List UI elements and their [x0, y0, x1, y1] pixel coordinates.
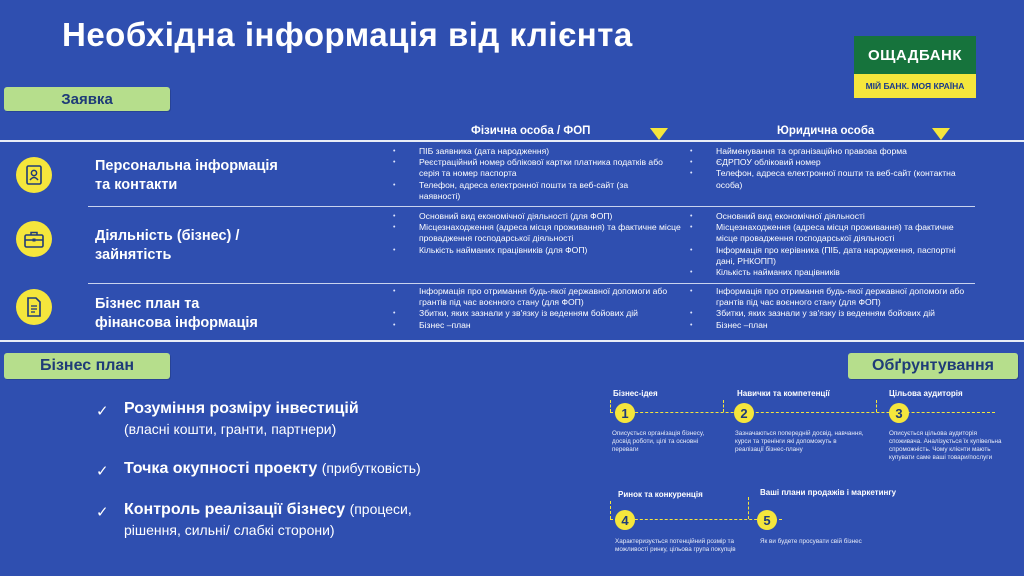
list-item: • Місцезнаходження (адреса місця проживання) та фактичне місце провадження господарської діяльності	[391, 222, 681, 244]
list-item: • Інформація про отримання будь-якої державної допомоги або грантів під час воєнного стану (для ФОП)	[688, 286, 973, 308]
step-description: Зазначаються попередній досвід, навчання, курси та тренінги які допоможуть в реалізації бізнес-плану	[735, 430, 864, 453]
finance-individual-list	[391, 286, 676, 331]
step-number-badge: 3	[889, 403, 909, 423]
page-title: Необхідна інформація від клієнта	[62, 16, 633, 53]
list-item: • Інформація про керівника (ПІБ, дата народження, паспортні дані, РНКОПП)	[688, 245, 973, 267]
step-title: Цільова аудиторія	[889, 389, 963, 398]
section-tag-justification: Обґрунтування	[848, 353, 1018, 379]
row-label-line: Бізнес план та	[95, 296, 200, 312]
table-top-divider	[0, 140, 1024, 142]
step-number-badge: 5	[757, 510, 777, 530]
list-item: • Збитки, яких зазнали у зв'язку із веденням бойових дій	[391, 308, 676, 319]
step-number-badge: 2	[734, 403, 754, 423]
person-card-icon	[16, 157, 52, 193]
step-number-badge: 4	[615, 510, 635, 530]
row-label-line: та контакти	[95, 177, 178, 193]
step-title: Бізнес-ідея	[613, 389, 658, 398]
list-item: • Інформація про отримання будь-якої державної допомоги або грантів під час воєнного стану (для ФОП)	[391, 286, 676, 308]
list-item: • ЄДРПОУ обліковий номер	[688, 157, 968, 168]
business-plan-item	[96, 460, 460, 480]
table-bottom-divider	[0, 340, 1024, 342]
row-label-line: Діяльність (бізнес) /	[95, 228, 240, 244]
list-item: • Реєстраційний номер облікової картки платника податків або серія та номер паспорта	[391, 157, 671, 179]
step-description: Описується цільова аудиторія споживача. Аналізується їх купівельна спроможність. Чому клієнти мають купувати саме ваші товари/послуги	[889, 430, 1002, 461]
checkmark-icon: ✓	[96, 403, 109, 420]
timeline-line	[610, 412, 995, 413]
row-label-line: зайнятість	[95, 247, 172, 263]
item-sub-text: (процеси,	[349, 501, 412, 517]
list-item: • Найменування та організаційно правова форма	[688, 146, 968, 157]
step-description: Описується організація бізнесу, досвід роботи, цілі та основні переваги	[612, 430, 705, 453]
section-tag-business-plan: Бізнес план	[4, 353, 170, 379]
item-main-text: Контроль реалізації бізнесу	[124, 501, 346, 518]
list-item: • Кількість найманих працівників (для ФОП)	[391, 245, 681, 256]
item-sub-text: (прибутковість)	[321, 460, 421, 476]
list-item: • Телефон, адреса електронної пошти та веб-сайт (за наявності)	[391, 180, 671, 202]
list-item: • Збитки, яких зазнали у зв'язку із веденням бойових дій	[688, 308, 973, 319]
finance-legal-list	[688, 286, 973, 331]
activity-legal-list	[688, 211, 973, 278]
row-label-business-plan	[95, 295, 258, 333]
row-divider	[88, 283, 975, 284]
item-main-text: Точка окупності проекту	[124, 460, 318, 477]
timeline-tick	[876, 400, 877, 412]
timeline-tick	[748, 497, 749, 519]
business-plan-item	[96, 400, 460, 437]
business-plan-item	[96, 501, 460, 538]
list-item: • Місцезнаходження (адреса місця проживання) та фактичне місце провадження господарської діяльності	[688, 222, 973, 244]
row-label-line: фінансова інформація	[95, 315, 258, 331]
dropdown-triangle-icon	[932, 128, 950, 140]
row-label-activity	[95, 227, 239, 265]
activity-individual-list	[391, 211, 681, 256]
step-description: Як ви будете просувати свій бізнес	[760, 538, 862, 545]
section-tag-zayavka: Заявка	[4, 87, 170, 111]
logo-name: ОЩАДБАНК	[854, 36, 976, 74]
list-item: • ПІБ заявника (дата народження)	[391, 146, 671, 157]
row-divider	[88, 206, 975, 207]
column-header-individual: Фізична особа / ФОП	[471, 125, 591, 137]
timeline-tick	[723, 400, 724, 412]
document-icon	[16, 289, 52, 325]
dropdown-triangle-icon	[650, 128, 668, 140]
step-description: Характеризується потенційний розмір та можливості ринку, цільова група покупців	[615, 538, 736, 553]
step-number-badge: 1	[615, 403, 635, 423]
step-title: Ринок та конкуренція	[618, 490, 703, 499]
step-title: Навички та компетенції	[737, 389, 830, 398]
oschadbank-logo	[854, 36, 976, 98]
list-item: • Бізнес –план	[688, 320, 973, 331]
item-sub-text: (власні кошти, гранти, партнери)	[124, 421, 337, 437]
step-title: Ваші плани продажів і маркетингу	[760, 488, 897, 497]
personal-individual-list	[391, 146, 671, 202]
checkmark-icon: ✓	[96, 504, 109, 521]
list-item: • Основний вид економічної діяльності (для ФОП)	[391, 211, 681, 222]
personal-legal-list	[688, 146, 968, 191]
row-label-personal	[95, 157, 278, 195]
checkmark-icon: ✓	[96, 463, 109, 480]
timeline-tick	[610, 400, 611, 412]
logo-slogan: МІЙ БАНК. МОЯ КРАЇНА	[865, 81, 965, 91]
column-header-legal: Юридична особа	[777, 125, 875, 137]
list-item: • Бізнес –план	[391, 320, 676, 331]
row-label-line: Персональна інформація	[95, 158, 278, 174]
list-item: • Телефон, адреса електронної пошти та веб-сайт (контактна особа)	[688, 168, 968, 190]
item-sub-text: рішення, сильні/ слабкі сторони)	[124, 522, 335, 538]
timeline-tick	[610, 501, 611, 519]
item-main-text: Розуміння розміру інвестицій	[124, 400, 359, 417]
list-item: • Основний вид економічної діяльності	[688, 211, 973, 222]
briefcase-icon	[16, 221, 52, 257]
list-item: • Кількість найманих працівників	[688, 267, 973, 278]
